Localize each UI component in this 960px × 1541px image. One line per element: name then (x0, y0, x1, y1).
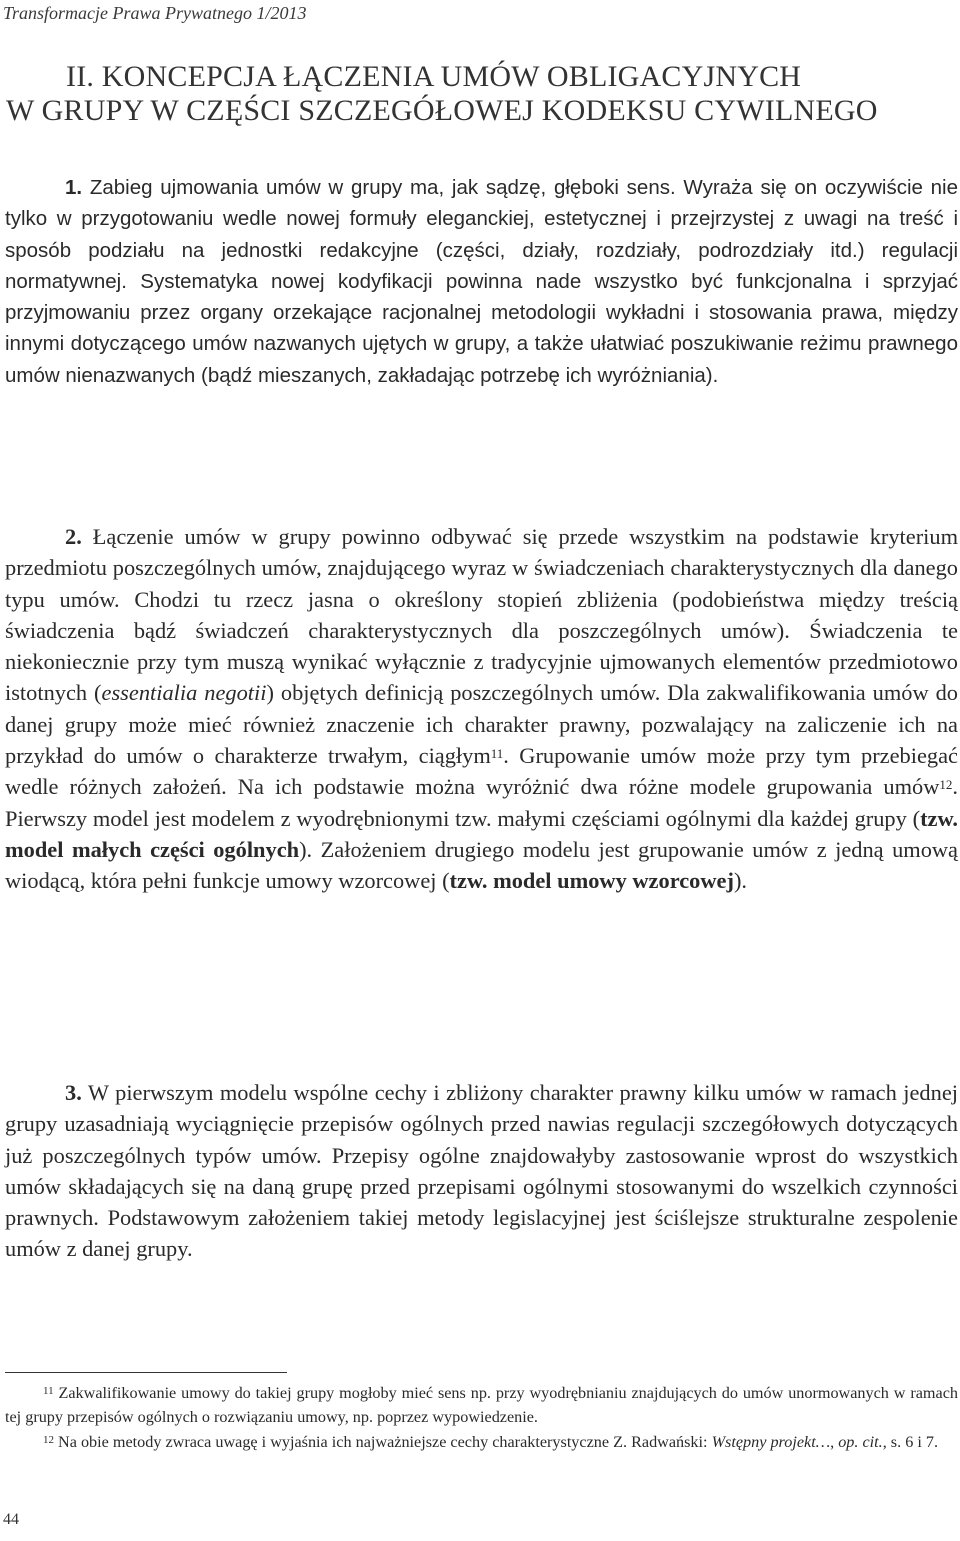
cited-work-title: Wstępny projekt… (711, 1433, 831, 1451)
paragraph-text: ). Założeniem drugiego modelu jest grupowanie umów z jedną umową wiodącą, która pełni funkcje umowy wzorcowej ( (5, 836, 959, 894)
chapter-title-line-2: W GRUPY W CZĘŚCI SZCZEGÓŁOWEJ KODEKSU CYWILNEGO (6, 94, 878, 127)
latin-term: essentialia negotii (101, 680, 267, 706)
bold-term-small-general-parts: tzw. model małych części ogólnych (5, 805, 958, 862)
footnote-12 (5, 1430, 958, 1454)
paragraph-number: 2. (65, 524, 82, 549)
paragraph-text: . Pierwszy model jest modelem z wyodrębnionymi tzw. małymi częściami ogólnymi dla każdej grupy ( (5, 774, 958, 831)
footnote-text: Na obie metody zwraca uwagę i wyjaśnia ich najważniejsze cechy charakterystyczne Z. Radwański: (54, 1433, 712, 1451)
footnote-mark: 11 (43, 1385, 54, 1397)
footnote-text: Zakwalifikowanie umowy do takiej grupy mogłoby mieć sens np. przy wyodrębnianiu znajdujących do umów unormowanych w ramach tej grupy przepisów ogólnych o rozwiązaniu umowy, np. poprzez wypowiedzenie. (5, 1384, 958, 1426)
footnote-divider (5, 1372, 287, 1373)
paragraph-3 (5, 1077, 958, 1265)
chapter-title (6, 60, 956, 128)
footnote-mark: 12 (43, 1434, 54, 1446)
running-head: Transformacje Prawa Prywatnego 1/2013 (3, 3, 307, 23)
paragraph-text: ). (733, 868, 747, 894)
paragraph-text: Łączenie umów w grupy powinno odbywać się przede wszystkim na podstawie kryterium przedmiotu poszczególnych umów, znajdującego wyraz w świadczeniach charakterystycznych dla danego typu umów. Chodzi tu rzecz jasna o określony stopień zbliżenia (podobieństwa między treścią świadczenia bądź świadczeń charakterystycznych dla poszczególnych umów). Świadczenia te niekoniecznie przy tym muszą wynikać wyłącznie z tradycyjnie ujmowanych elementów przedmiotowo istotnych ( (5, 524, 958, 706)
paragraph-text: Zabieg ujmowania umów w grupy ma, jak sądzę, głęboki sens. Wyraża się on oczywiście nie tylko w przygotowaniu wedle nowej formuły eleganckiej, estetycznej i przejrzystej z uwagi na treść i sposób podziału na jednostki redakcyjne (części, działy, rozdziały, podrozdziały itd.) regulacji normatywnej. Systematyka nowej kodyfikacji powinna nade wszystko być funkcjonalna i sprzyjać przyjmowaniu przez organy orzekające racjonalnej metodologii wykładni i stosowania prawa, między innymi dotyczącego umów nazwanych ujętych w grupy, a także ułatwiać poszukiwanie reżimu prawnego umów nienazwanych (bądź mieszanych, zakładając potrzebę ich wyróżniania). (5, 176, 958, 387)
paragraph-2 (5, 521, 958, 897)
page-number: 44 (3, 1511, 19, 1528)
op-cit: op. cit. (838, 1433, 883, 1451)
paragraph-text: W pierwszym modelu wspólne cechy i zbliżony charakter prawny kilku umów w ramach jednej grupy uzasadniają wyciągnięcie przepisów ogólnych przed nawias regulacji szczegółowych dotyczących już poszczególnych typów umów. Przepisy ogólne znajdowałyby zastosowanie wprost do wszystkich umów składających się na daną grupę przed przepisami ogólnymi stosowanymi do wszelkich czynności prawnych. Podstawowym założeniem takiej metody legislacyjnej jest ściślejsze strukturalne zespolenie umów z danej grupy. (5, 1080, 958, 1262)
footnote-text: , s. 6 i 7. (882, 1433, 939, 1451)
paragraph-number: 3. (65, 1080, 82, 1105)
footnote-ref-12[interactable]: 12 (939, 777, 953, 793)
paragraph-1 (5, 172, 958, 391)
footnote-11 (5, 1381, 958, 1429)
bold-term-model-contract: tzw. model umowy wzorcowej (449, 868, 734, 894)
footnote-ref-11[interactable]: 11 (490, 746, 504, 762)
paragraph-text: ) objętych definicją poszczególnych umów. Dla zakwalifikowania umów do danej grupy może mieć również znaczenie ich charakter prawny, pozwalający na zaliczenie ich na przykład do umów o charakterze trwałym, ciągłym (5, 680, 958, 769)
footnote-text: , (830, 1433, 839, 1451)
paragraph-number: 1. (65, 176, 83, 199)
paragraph-text: . Grupowanie umów może przy tym przebiegać wedle różnych założeń. Na ich podstawie można wyróżnić dwa różne modele grupowania umów (5, 743, 958, 800)
chapter-title-line-1: II. KONCEPCJA ŁĄCZENIA UMÓW OBLIGACYJNYCH (66, 60, 802, 93)
